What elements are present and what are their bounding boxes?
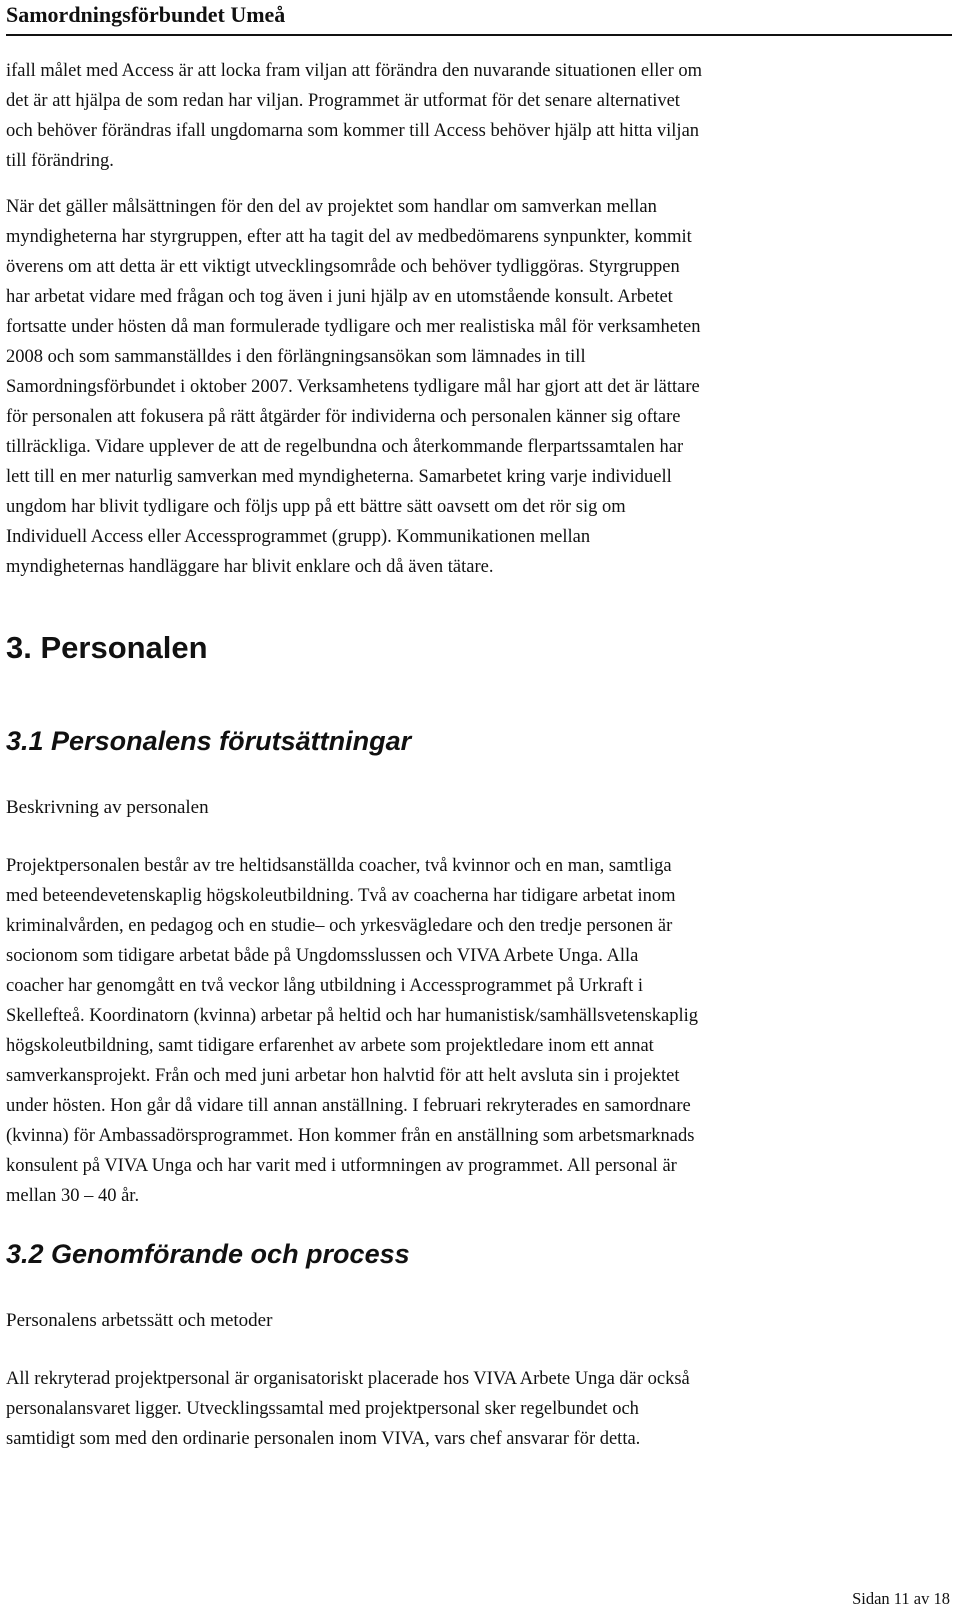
text-line: kriminalvården, en pedagog och en studie– och yrkesvägledare och den tredje personen är [6,916,673,936]
paragraph-staff-organisation [6,1364,946,1454]
text-line: det är att hjälpa de som redan har viljan. Programmet är utformat för det senare alternativet [6,91,680,111]
text-line: har arbetat vidare med frågan och tog även i juni hjälp av en utomstående konsult. Arbetet [6,287,673,307]
page-header-title: Samordningsförbundet Umeå [6,2,286,27]
text-line: samverkansprojekt. Från och med juni arbetar hon halvtid för att helt avsluta sin i projektet [6,1066,680,1086]
text-line: myndigheternas handläggare har blivit enklare och då även tätare. [6,557,494,577]
text-line: fortsatte under hösten då man formulerade tydligare och mer realistiska mål för verksamheten [6,317,701,337]
section-heading-personalen: 3. Personalen [6,630,208,665]
subheading-arbetssatt: Personalens arbetssätt och metoder [6,1310,273,1331]
paragraph-staff-description [6,851,946,1211]
text-line: Samordningsförbundet i oktober 2007. Verksamhetens tydligare mål har gjort att det är lättare [6,377,700,397]
text-line: coacher har genomgått en två veckor lång utbildning i Accessprogrammet på Urkraft i [6,976,643,996]
text-line: mellan 30 – 40 år. [6,1186,140,1206]
text-line: med beteendevetenskaplig högskoleutbildning. Två av coacherna har tidigare arbetat inom [6,886,676,906]
text-line: När det gäller målsättningen för den del av projektet som handlar om samverkan mellan [6,197,657,217]
text-line: personalansvaret ligger. Utvecklingssamtal med projektpersonal sker regelbundet och [6,1399,639,1419]
text-line: tillräckliga. Vidare upplever de att de regelbundna och återkommande flerpartssamtalen har [6,437,684,457]
paragraph-access-purpose [6,56,946,176]
text-line: överens om att detta är ett viktigt utvecklingsområde och behöver tydliggöras. Styrgruppen [6,257,680,277]
header-divider [6,34,952,36]
subsection-heading-forutsattningar: 3.1 Personalens förutsättningar [6,726,412,756]
text-line: till förändring. [6,151,114,171]
paragraph-cooperation-goals [6,192,946,582]
page-number: Sidan 11 av 18 [852,1589,950,1608]
text-line: 2008 och som sammanställdes i den förlängningsansökan som lämnades in till [6,347,586,367]
subheading-beskrivning: Beskrivning av personalen [6,797,209,818]
text-line: högskoleutbildning, samt tidigare erfarenhet av arbete som projektledare inom ett annat [6,1036,654,1056]
text-line: socionom som tidigare arbetat både på Ungdomsslussen och VIVA Arbete Unga. Alla [6,946,639,966]
text-line: samtidigt som med den ordinarie personalen inom VIVA, vars chef ansvarar för detta. [6,1429,641,1449]
text-line: Individuell Access eller Accessprogrammet (grupp). Kommunikationen mellan [6,527,591,547]
text-line: myndigheterna har styrgruppen, efter att ha tagit del av medbedömarens synpunkter, kommit [6,227,692,247]
text-line: Skellefteå. Koordinatorn (kvinna) arbetar på heltid och har humanistisk/samhällsvetenskaplig [6,1006,699,1026]
text-line: och behöver förändras ifall ungdomarna som kommer till Access behöver hjälp att hitta viljan [6,121,700,141]
text-line: ifall målet med Access är att locka fram viljan att förändra den nuvarande situationen eller om [6,61,703,81]
text-line: Projektpersonalen består av tre heltidsanställda coacher, två kvinnor och en man, samtliga [6,856,672,876]
text-line: All rekryterad projektpersonal är organisatoriskt placerade hos VIVA Arbete Unga där också [6,1369,690,1389]
text-line: konsulent på VIVA Unga och har varit med i utformningen av programmet. All personal är [6,1156,677,1176]
text-line: lett till en mer naturlig samverkan med myndigheterna. Samarbetet kring varje individuell [6,467,672,487]
text-line: (kvinna) för Ambassadörsprogrammet. Hon kommer från en anställning som arbetsmarknads [6,1126,695,1146]
text-line: ungdom har blivit tydligare och följs upp på ett bättre sätt oavsett om det rör sig om [6,497,626,517]
text-line: under hösten. Hon går då vidare till annan anställning. I februari rekryterades en samordnare [6,1096,691,1116]
text-line: för personalen att fokusera på rätt åtgärder för individerna och personalen känner sig oftare [6,407,681,427]
subsection-heading-genomforande: 3.2 Genomförande och process [6,1239,410,1269]
